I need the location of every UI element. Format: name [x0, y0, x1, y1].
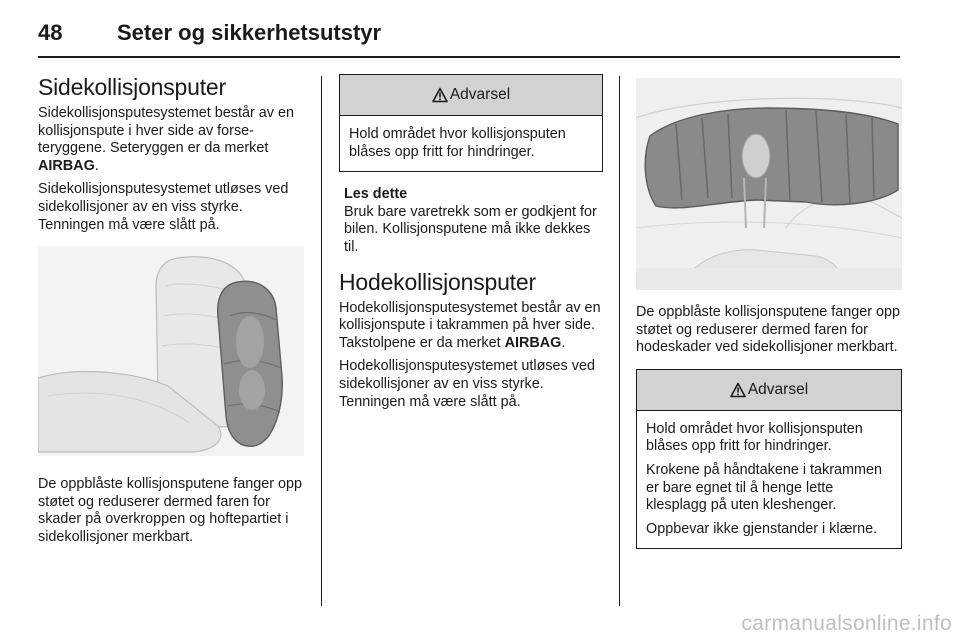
- seat-airbag-drawing: [38, 246, 304, 456]
- warning-box-2-text-1: Hold området hvor kollisjonsputen blåses opp fritt for hindringer.: [646, 420, 863, 455]
- head-airbags-p1-text: Hodekollisjonsputesystemet består av en kollisjonspute i takrammen på hver side. Takstolpene er da merket: [339, 299, 601, 351]
- warning-box-1-text: Hold området hvor kollisjonsputen blåses opp fritt for hindringer.: [349, 126, 566, 160]
- watermark: carmanualsonline.info: [741, 612, 952, 635]
- head-airbags-p1-end: .: [561, 334, 566, 351]
- side-airbags-p1-text: Sidekollisjonsputesystemet består av en kollisjonspute i hver side av forseteryggene. Seteryggen er da merket: [38, 105, 294, 157]
- note-title: Les dette: [344, 186, 408, 203]
- column-side-airbags: [38, 74, 304, 553]
- column-divider-2: [619, 76, 620, 606]
- warning-box-2-header: [637, 370, 901, 411]
- side-airbags-heading: Sidekollisjonsputer: [38, 74, 226, 100]
- side-airbags-paragraph-1: [38, 105, 304, 175]
- side-airbags-p1-end: .: [94, 157, 99, 174]
- note-block: [339, 186, 603, 256]
- warning-box-2-title: Advarsel: [747, 380, 809, 398]
- seat-airbag-illustration: [38, 246, 304, 456]
- page-section-title: Seter og sikkerhetsutstyr: [117, 20, 382, 45]
- head-airbags-paragraph-1: [339, 300, 603, 353]
- head-airbags-caption: De oppblåste kollisjonsputene fanger opp støtet og reduserer dermed faren for hodeskader ved sidekollisjoner merkbart.: [636, 304, 901, 356]
- column-middle: [339, 74, 603, 417]
- curtain-airbag-drawing: [636, 78, 902, 290]
- airbag-marking-2: AIRBAG: [504, 334, 562, 351]
- warning-box-2-body: [637, 411, 901, 549]
- column-divider-1: [321, 76, 322, 606]
- page-number: 48: [38, 20, 63, 45]
- warning-box-2-text-2: Krokene på håndtakene i takrammen er bare egnet til å henge lette klesplagg på uten kleshenger.: [646, 461, 882, 514]
- side-airbags-caption: De oppblåste kollisjonsputene fanger opp støtet og reduserer dermed faren for skader på overkroppen og hoftepartiet i sidekollisjoner merkbart.: [38, 476, 303, 545]
- warning-box-1: [339, 74, 603, 172]
- warning-triangle-icon: [432, 87, 448, 103]
- column-head-airbags: [636, 74, 902, 549]
- warning-box-1-body: [340, 116, 602, 171]
- note-text: Bruk bare varetrekk som er godkjent for bilen. Kollisjonsputene må ikke dekkes til.: [344, 203, 597, 255]
- side-airbags-paragraph-2: Sidekollisjonsputesystemet utløses ved sidekollisjoner av en viss styrke. Tenningen må være slått på.: [38, 181, 289, 233]
- warning-box-1-header: [340, 75, 602, 116]
- warning-triangle-icon: [730, 382, 746, 398]
- warning-box-1-title: Advarsel: [449, 86, 511, 103]
- header-divider: [38, 56, 900, 58]
- curtain-airbag-illustration: [636, 78, 902, 290]
- warning-box-2-text-3: Oppbevar ikke gjenstander i klærne.: [646, 520, 878, 537]
- head-airbags-heading: Hodekollisjonsputer: [339, 268, 536, 295]
- head-airbags-paragraph-2: Hodekollisjonsputesystemet utløses ved sidekollisjoner av en viss styrke. Tenningen må være slått på.: [339, 358, 595, 410]
- airbag-marking: AIRBAG: [38, 157, 95, 174]
- warning-box-2: [636, 369, 902, 550]
- head-airbags-section: [339, 269, 603, 412]
